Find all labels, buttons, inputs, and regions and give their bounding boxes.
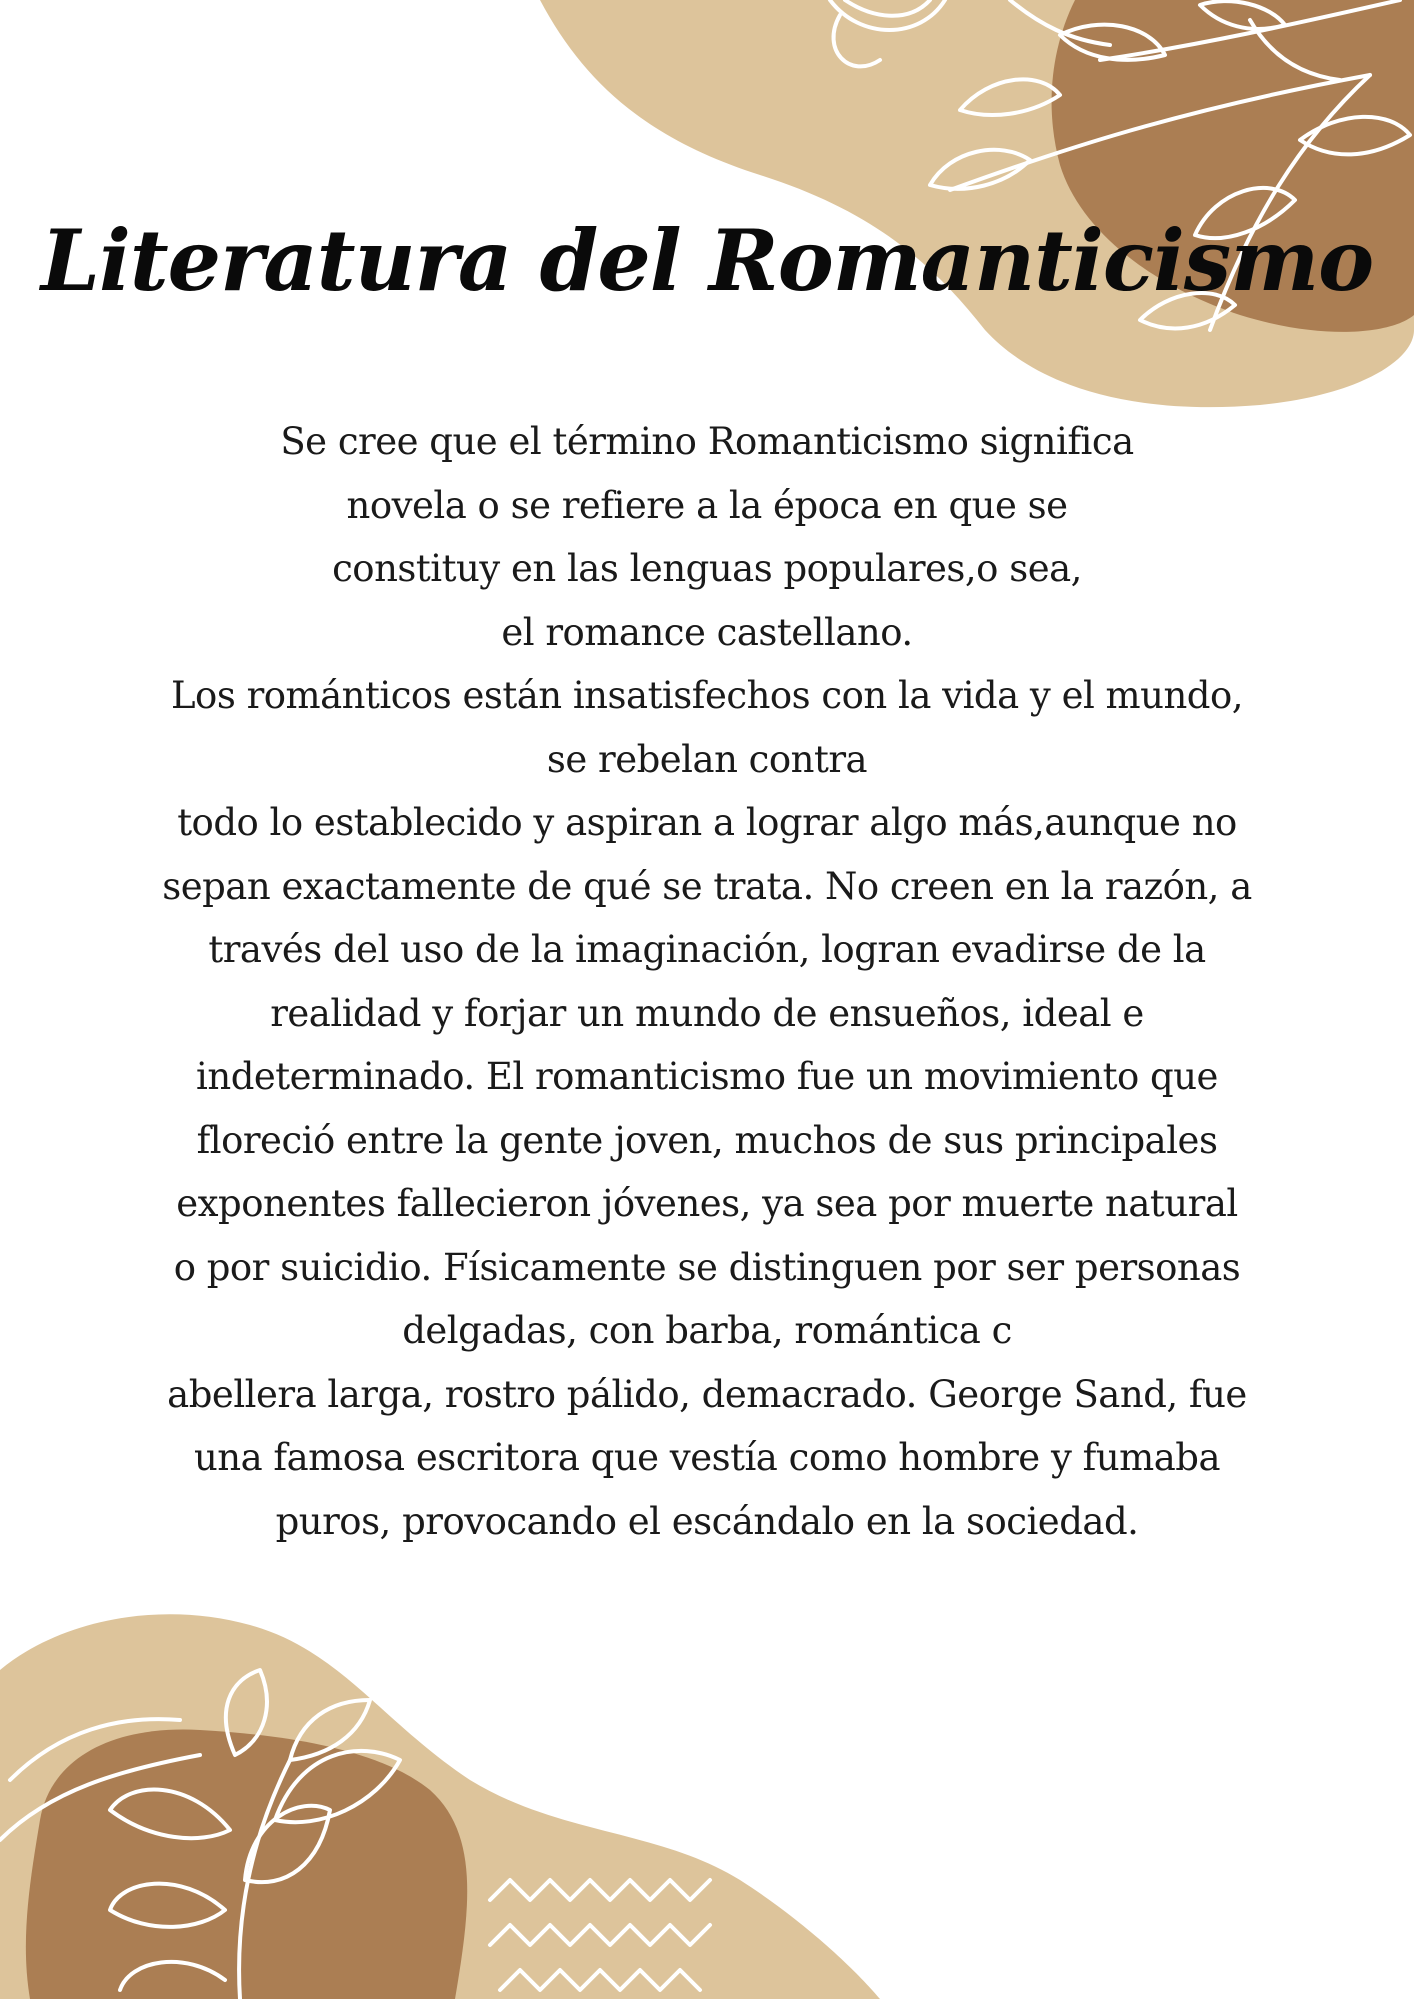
- paragraph-line: o por suicidio. Físicamente se distinguen por ser personas: [173, 1245, 1241, 1289]
- paragraph-line: través del uso de la imaginación, logran evadirse de la: [208, 928, 1206, 971]
- paragraph-line: delgadas, con barba, romántica c: [402, 1309, 1012, 1352]
- paragraph-line: se rebelan contra: [546, 737, 868, 781]
- paragraph-line: abellera larga, rostro pálido, demacrado. George Sand, fue: [167, 1372, 1247, 1416]
- paragraph-line: floreció entre la gente joven, muchos de sus principales: [196, 1118, 1218, 1162]
- paragraph-line: indeterminado. El romanticismo fue un movimiento que: [196, 1055, 1218, 1098]
- page-title: Literatura del Romanticismo: [40, 211, 1374, 310]
- paragraph-line: sepan exactamente de qué se trata. No creen en la razón, a: [162, 864, 1252, 908]
- paragraph-line: Se cree que el término Romanticismo significa: [280, 420, 1134, 463]
- paragraph-line: Los románticos están insatisfechos con la vida y el mundo,: [170, 674, 1244, 717]
- paragraph-line: novela o se refiere a la época en que se: [346, 483, 1068, 527]
- paragraph-line: exponentes fallecieron jóvenes, ya sea por muerte natural: [176, 1182, 1238, 1225]
- top-right-decoration: [0, 0, 1414, 420]
- paragraph-line: una famosa escritora que vestía como hombre y fumaba: [193, 1436, 1221, 1479]
- body-paragraph: [95, 410, 1319, 1553]
- paragraph-line: realidad y forjar un mundo de ensueños, ideal e: [270, 991, 1144, 1035]
- paragraph-line: todo lo establecido y aspiran a lograr algo más,aunque no: [177, 801, 1237, 844]
- paragraph-line: puros, provocando el escándalo en la sociedad.: [275, 1499, 1139, 1543]
- paragraph-line: constituy en las lenguas populares,o sea,: [332, 547, 1082, 590]
- bottom-left-decoration: [0, 1580, 900, 1999]
- paragraph-line: el romance castellano.: [501, 610, 913, 654]
